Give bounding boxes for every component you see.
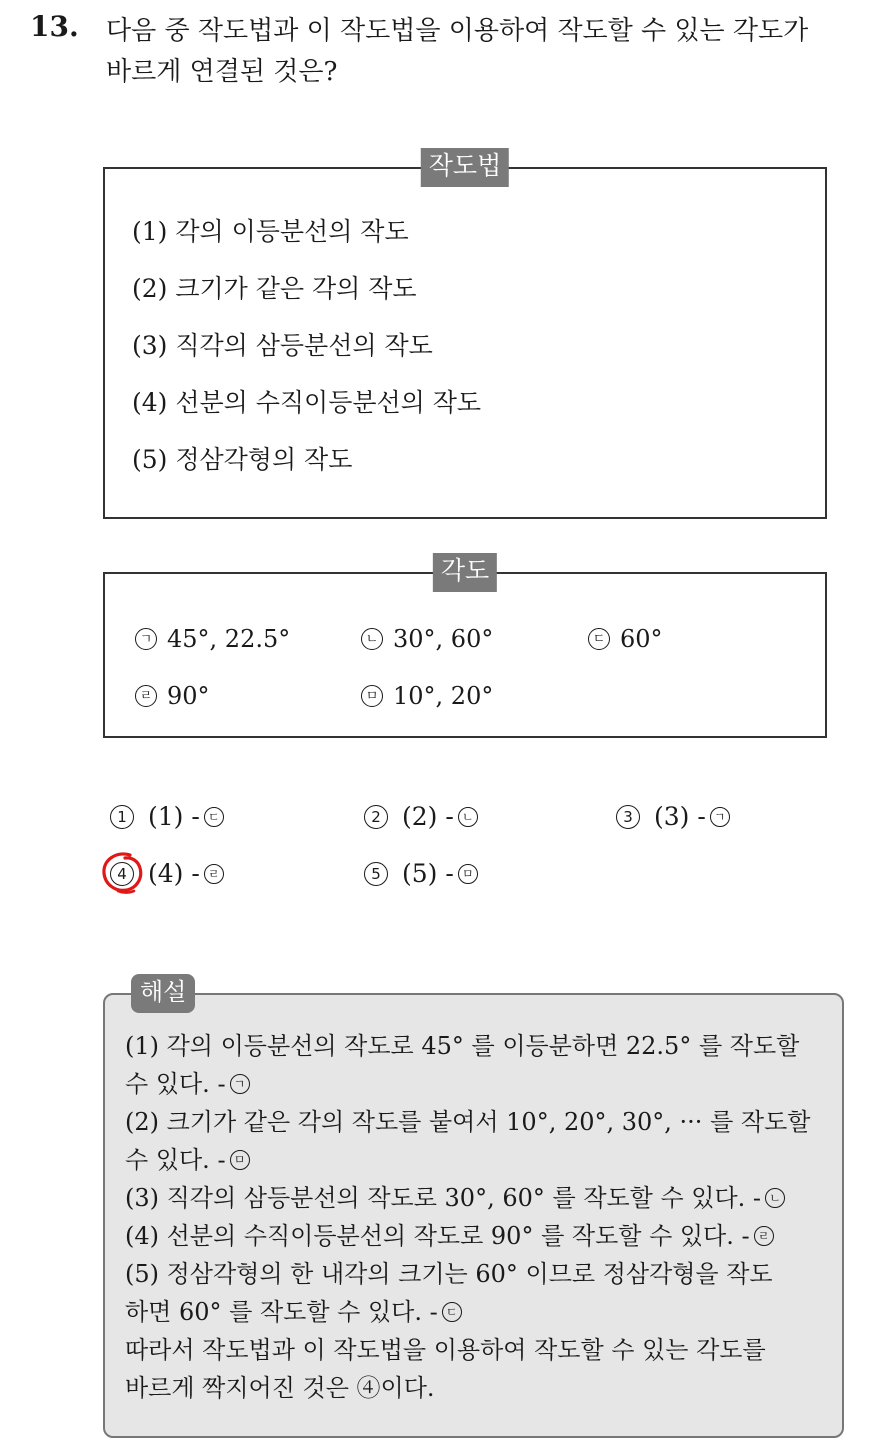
circled-letter-icon: ㄹ [204, 864, 224, 884]
method-item: (5) 정삼각형의 작도 [132, 445, 353, 474]
choice-number-icon: 3 [616, 805, 640, 829]
solution-line-text: (2) 크기가 같은 각의 작도를 붙여서 10°, 20°, 30°, ··· 를 작도할 [125, 1108, 811, 1136]
circled-letter-icon: ㄴ [361, 628, 383, 650]
circled-letter-icon: ㄱ [710, 807, 730, 827]
circled-letter-icon: ㄷ [204, 807, 224, 827]
angle-value: 90° [167, 682, 210, 710]
solution-line [125, 1141, 825, 1179]
choice-number-icon: 1 [110, 805, 134, 829]
angle-value: 30°, 60° [393, 625, 494, 653]
solution-line-text: 하면 60° 를 작도할 수 있다. - [125, 1298, 438, 1326]
circled-letter-icon: ㅁ [230, 1150, 250, 1170]
choice-5[interactable] [364, 859, 478, 889]
circled-letter-icon: ㄱ [230, 1074, 250, 1094]
choice-text: (4) - [148, 859, 200, 888]
solution-line-text: 따라서 작도법과 이 작도법을 이용하여 작도할 수 있는 각도를 [125, 1336, 766, 1364]
angle-item [588, 624, 663, 654]
solution-line-text: 수 있다. - [125, 1070, 226, 1098]
question-text-line: 다음 중 작도법과 이 작도법을 이용하여 작도할 수 있는 각도가 [106, 16, 809, 46]
angle-item [135, 681, 210, 711]
solution-line [125, 1293, 825, 1331]
angle-item [361, 624, 493, 654]
question-text [106, 11, 866, 93]
angle-item [135, 624, 290, 654]
choice-text: (1) - [148, 802, 200, 831]
choice-3[interactable] [616, 802, 730, 832]
angles-box [103, 556, 827, 738]
method-item: (4) 선분의 수직이등분선의 작도 [132, 388, 482, 417]
choice-number-icon: 5 [364, 862, 388, 886]
circled-letter-icon: ㄷ [588, 628, 610, 650]
methods-box-title: 작도법 [421, 148, 509, 187]
question-number: 13. [30, 10, 79, 43]
choice-text: (3) - [654, 802, 706, 831]
angles-box-title: 각도 [433, 553, 497, 592]
solution-line-text: (4) 선분의 수직이등분선의 작도로 90° 를 작도할 수 있다. - [125, 1222, 750, 1250]
method-item: (3) 직각의 삼등분선의 작도 [132, 331, 433, 360]
solution-line-text: 수 있다. - [125, 1146, 226, 1174]
choice-text: (2) - [402, 802, 454, 831]
solution-line [125, 1027, 825, 1065]
method-item: (1) 각의 이등분선의 작도 [132, 217, 409, 246]
circled-letter-icon: ㄹ [754, 1226, 774, 1246]
choice-2[interactable] [364, 802, 478, 832]
solution-box [103, 978, 844, 1438]
answer-mark-icon [100, 851, 146, 895]
solution-title: 해설 [131, 974, 195, 1013]
angle-value: 60° [620, 625, 663, 653]
solution-line [125, 1369, 825, 1407]
circled-letter-icon: ㄴ [765, 1188, 785, 1208]
angle-item [361, 681, 493, 711]
choice-text: (5) - [402, 859, 454, 888]
method-item: (2) 크기가 같은 각의 작도 [132, 274, 417, 303]
solution-line-text: 바르게 짝지어진 것은 ④이다. [125, 1374, 435, 1402]
circled-letter-icon: ㅁ [361, 685, 383, 707]
solution-line [125, 1179, 825, 1217]
solution-line-text: (1) 각의 이등분선의 작도로 45° 를 이등분하면 22.5° 를 작도할 [125, 1032, 800, 1060]
solution-line-text: (5) 정삼각형의 한 내각의 크기는 60° 이므로 정삼각형을 작도 [125, 1260, 773, 1288]
choice-1[interactable] [110, 802, 224, 832]
choice-number-icon: 2 [364, 805, 388, 829]
solution-text [125, 1027, 825, 1407]
angle-value: 10°, 20° [393, 682, 494, 710]
solution-line [125, 1103, 825, 1141]
methods-box [103, 151, 827, 519]
angle-value: 45°, 22.5° [167, 625, 291, 653]
solution-line [125, 1331, 825, 1369]
solution-line [125, 1217, 825, 1255]
choice-number-icon: 4 [110, 862, 134, 886]
question-text-line: 바르게 연결된 것은? [106, 57, 338, 87]
circled-letter-icon: ㅁ [458, 864, 478, 884]
solution-line [125, 1255, 825, 1293]
circled-letter-icon: ㄷ [442, 1302, 462, 1322]
solution-line-text: (3) 직각의 삼등분선의 작도로 30°, 60° 를 작도할 수 있다. - [125, 1184, 762, 1212]
circled-letter-icon: ㄱ [135, 628, 157, 650]
circled-letter-icon: ㄴ [458, 807, 478, 827]
circled-letter-icon: ㄹ [135, 685, 157, 707]
solution-line [125, 1065, 825, 1103]
